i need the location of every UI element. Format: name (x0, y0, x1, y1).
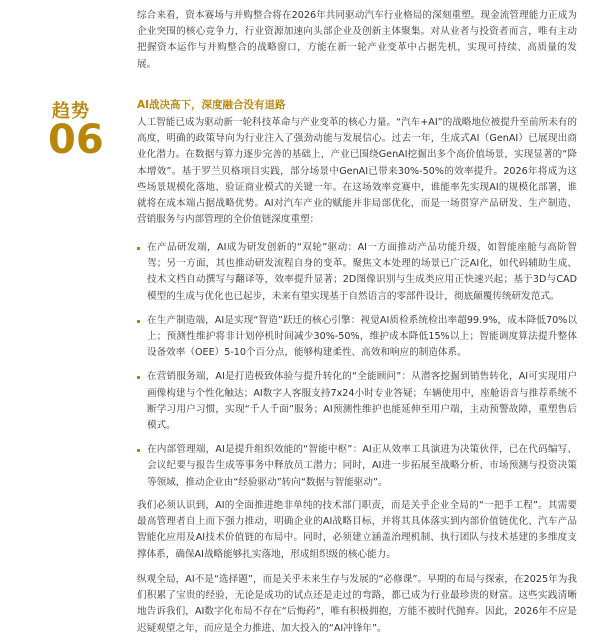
section-title: AI战决高下，深度融合没有退路 (137, 99, 286, 111)
body-paragraph-1: 人工智能已成为驱动新一轮科技革命与产业变革的核心力量。“汽车+AI”的战略地位被提升至前所未有的高度，明确的政策导向为行业注入了强劲动能与发展信心。过去一年，生成式AI（GenAI）已展现出商业化潜力。在数据与算力逐步完善的基础上，产业已围绕GenAI挖掘出多个高价值场景，实现显著的“降本增效”。基于罗兰贝格项目实践，部分场景中GenAI已带来30%-50%的效率提升。2026年将成为这些场景规模化落地、验证商业模式的关键一年。在这场效率竞赛中，谁能率先实现AI的规模化部署，谁就将在成本端占据战略优势。AI对汽车产业的赋能并非局部优化，而是一场贯穿产品研发、生产制造、营销服务与内部管理的全价值链深度重塑： (137, 117, 577, 226)
bullet-manufacturing: 在生产制造端，AI是实现“智造”跃迁的核心引擎：视觉AI质检系统检出率超99.9%，成本降低70%以上；预测性维护将非计划停机时间减少30%-50%，维护成本降低15%以上；智能调度算法提升整体设备效率（OEE）5-10个百分点，能够构建柔性、高效和响应的制造体系。 (137, 313, 577, 362)
trend-number: 06 (48, 117, 104, 163)
bullet-management: 在内部管理端，AI是提升组织效能的“智能中枢”：AI正从效率工具演进为决策伙伴，已在代码编写、会议纪要与报告生成等事务中释放员工潜力；同时，AI进一步拓展至战略分析、市场预测与投资决策等领域，推动企业由“经验驱动”转向“数据与智能驱动”。 (137, 442, 577, 491)
bullet-rnd: 在产品研发端，AI成为研发创新的“双轮”驱动：AI一方面推动产品功能升级，如智能座舱与高阶智驾；另一方面，其也推动研发流程自身的变革。聚焦文本处理的场景已广泛AI化，如代码辅助生成、技术文档自动撰写与翻译等，效率提升显著；2D图像识别与生成类应用正快速兴起；基于3D与CAD模型的生成与优化也已起步，未来有望实现基于自然语言的零部件设计，彻底颠覆传统研发范式。 (137, 240, 577, 305)
bullet-list (137, 240, 577, 499)
trend-label: 趋势 (52, 101, 90, 122)
bullet-marketing: 在营销服务端，AI是打造极致体验与提升转化的“全能顾问”：从潜客挖掘到销售转化，AI可实现用户画像构建与个性化触达；AI数字人客服支持7x24小时专业答疑；车辆使用中，座舱语音与推荐系统不断学习用户习惯，实现“千人千面”服务；AI预测性维护也能延伸至用户端，主动预警故障，重塑售后模式。 (137, 369, 577, 434)
intro-paragraph: 综合来看，资本赛场与并购整合将在2026年共同驱动汽车行业格局的深刻重塑。现金流管理能力正成为企业突围的核心竞争力，行业资源加速向头部企业及创新主体聚集。对从业者与投资者而言，唯有主动把握资本运作与并购整合的战略窗口，方能在新一轮产业变革中占据先机，实现可持续、高质量的发展。 (137, 10, 577, 70)
body-paragraph-3: 纵观全局，AI不是“选择题”，而是关乎未来生存与发展的“必修课”。早期的布局与探索，在2025年为我们积累了宝贵的经验，无论是成功的试点还是走过的弯路，都已成为行业最珍贵的财富。这些实践清晰地告诉我们，AI数字化布局不存在“后悔药”，唯有积极拥抱，方能不被时代抛弃。因此，2026年不应是迟疑观望之年，而应是全力推进、加大投入的“AI冲锋年”。 (137, 574, 577, 634)
body-paragraph-2: 我们必须认识到，AI的全面推进绝非单纯的技术部门职责，而是关乎企业全局的“一把手工程”。其需要最高管理者自上而下强力推动，明确企业的AI战略目标，并将其具体落实到内部价值链优化、汽车产品智能化应用及AI技术价值链的布局中。同时，必须建立涵盖治理机制、执行团队与技术基建的多维度支撑体系，确保AI战略能够扎实落地，形成组织级的核心能力。 (137, 500, 577, 560)
